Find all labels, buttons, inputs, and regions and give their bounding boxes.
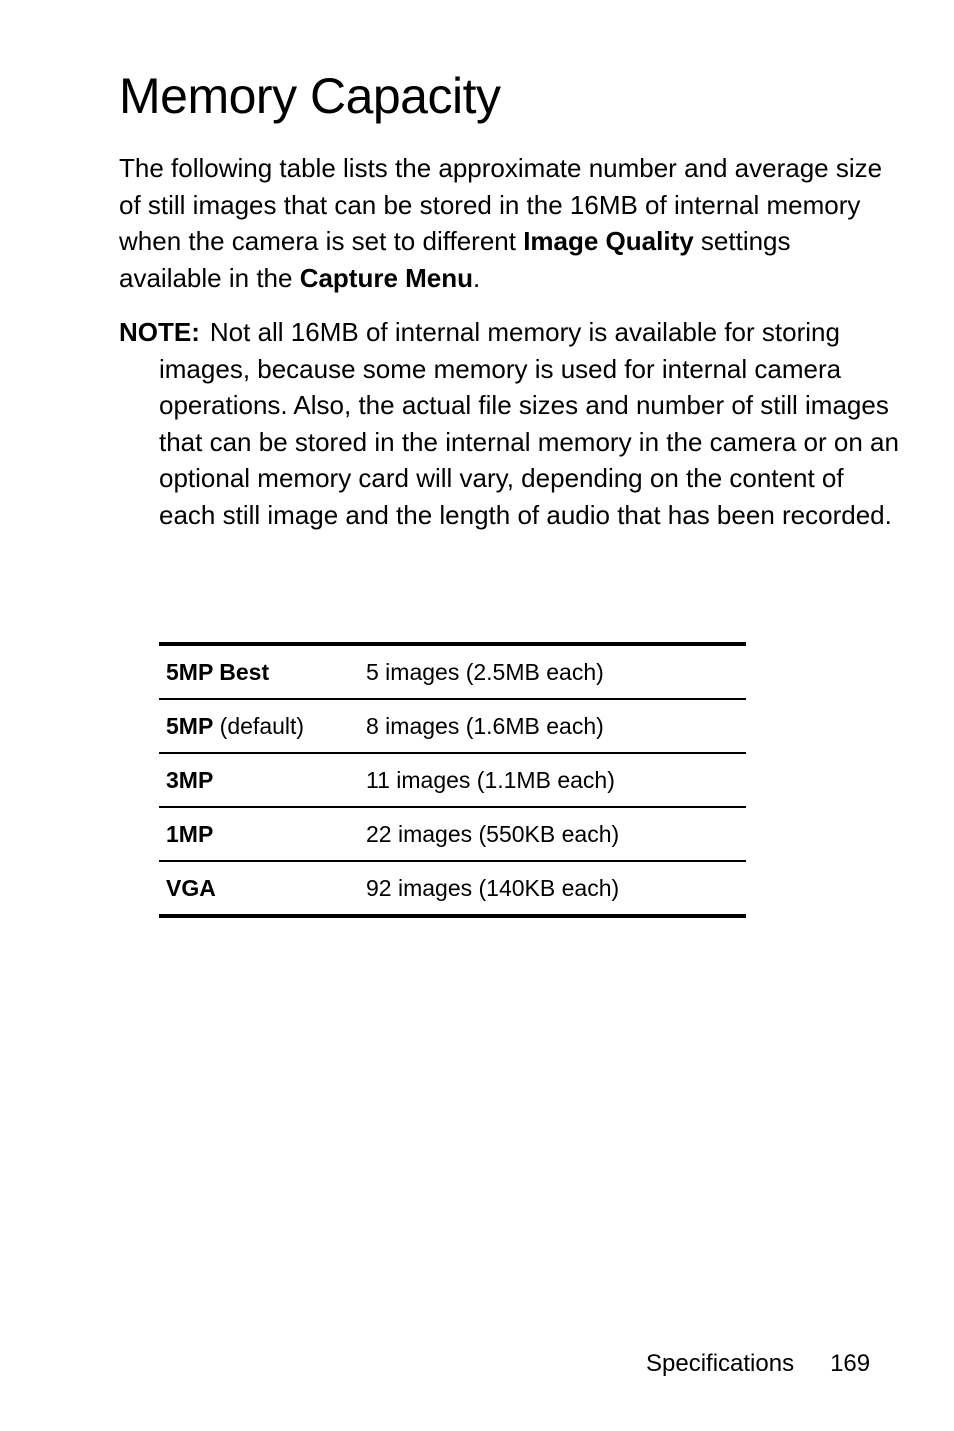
- capacity-cell: 5 images (2.5MB each): [366, 658, 604, 685]
- capacity-cell: 8 images (1.6MB each): [366, 712, 604, 739]
- table-row: [159, 700, 746, 754]
- intro-text-end: .: [473, 262, 481, 293]
- table-row: [159, 808, 746, 862]
- table-row: [159, 646, 746, 700]
- intro-paragraph: [119, 150, 899, 296]
- note-label: NOTE:: [119, 317, 200, 347]
- setting-cell: [159, 659, 366, 686]
- setting-cell: [159, 713, 366, 740]
- setting-cell: [159, 767, 366, 794]
- table-row: [159, 754, 746, 808]
- page-number: 169: [830, 1350, 871, 1377]
- capacity-cell: 92 images (140KB each): [366, 874, 620, 901]
- setting-name: 1MP: [166, 820, 214, 847]
- image-quality-term: Image Quality: [523, 226, 694, 256]
- setting-name: 5MP: [166, 712, 214, 739]
- setting-qualifier: (default): [213, 712, 305, 739]
- note-paragraph: [119, 314, 899, 533]
- memory-capacity-table: [159, 642, 746, 918]
- page-footer: [646, 1346, 870, 1382]
- intro-text-middle: settings available in the: [119, 226, 791, 293]
- capture-menu-term: Capture Menu: [299, 262, 474, 293]
- page-title: Memory Capacity: [119, 68, 501, 124]
- setting-cell: [159, 875, 366, 902]
- setting-name: 3MP: [166, 766, 214, 793]
- footer-section-name: Specifications: [646, 1350, 795, 1377]
- setting-name: 5MP Best: [166, 658, 270, 685]
- capacity-cell: 22 images (550KB each): [366, 820, 620, 847]
- setting-cell: [159, 821, 366, 848]
- table-row: [159, 862, 746, 914]
- capacity-cell: 11 images (1.1MB each): [366, 766, 615, 793]
- intro-text-before: The following table lists the approximate number and average size of still images that can be stored in the 16MB of internal memory when the camera is set to different: [119, 153, 883, 256]
- setting-name: VGA: [166, 874, 216, 901]
- note-text: Not all 16MB of internal memory is available for storing images, because some memory is used for internal camera operations. Also, the actual file sizes and number of still images that can be stored in the internal memory in the camera or on an optional memory card will vary, depending on the content of each still image and the length of audio that has been recorded.: [159, 317, 899, 530]
